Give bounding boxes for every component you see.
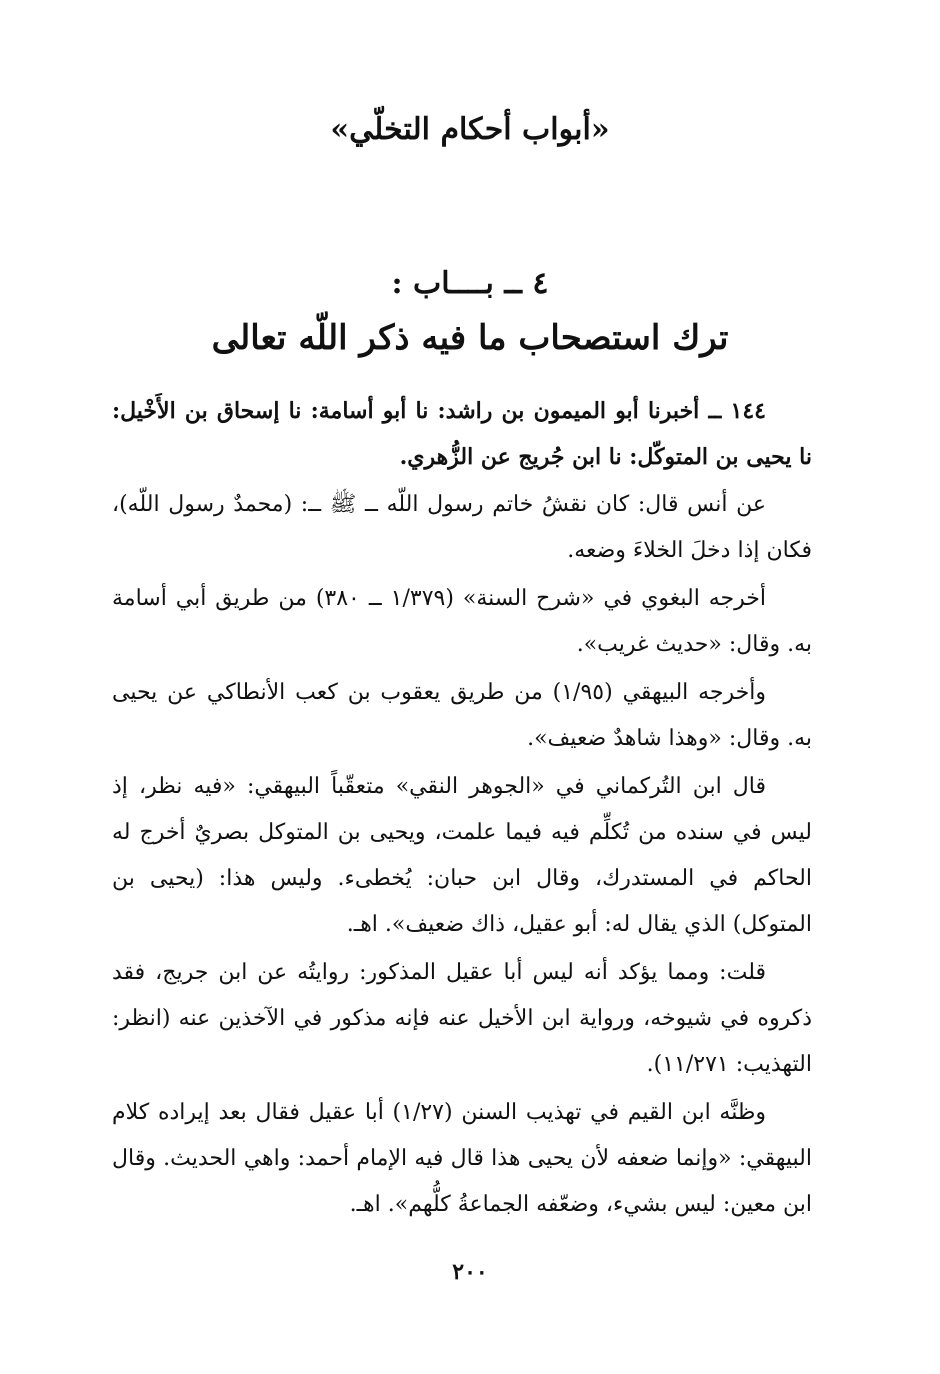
page-number: ٢٠٠ (452, 1259, 488, 1285)
takhrij-bayhaqi-paragraph: وأخرجه البيهقي (١/٩٥) من طريق يعقوب بن كعب الأنطاكي عن يحيى به. وقال: «وهذا شاهدٌ ضعيف». (112, 680, 812, 751)
chapter-number: ٤ ــ بــــاب : (391, 266, 549, 301)
running-header: «أبواب أحكام التخلّي» (330, 112, 610, 147)
chapter-heading (0, 262, 940, 366)
ibn-qayyim-paragraph: وظنَّه ابن القيم في تهذيب السنن (١/٢٧) أبا عقيل فقال بعد إيراده كلام البيهقي: «وإنما ضعفه لأن يحيى هذا قال فيه الإمام أحمد: واهي الحديث. وقال ابن معين: ليس بشيء، وضعّفه الجماعةُ كلُّهم». اهـ. (112, 1100, 812, 1217)
hadith-matn-paragraph: عن أنس قال: كان نقشُ خاتم رسول اللّه ــ ﷺ ــ: (محمدٌ رسول اللّه)، فكان إذا دخلَ الخلاءَ وضعه. (112, 492, 812, 563)
author-note-paragraph: قلت: ومما يؤكد أنه ليس أبا عقيل المذكور: روايتُه عن ابن جريج، فقد ذكروه في شيوخه، ورواية ابن الأخيل عنه فإنه مذكور في الآخذين عنه (انظر: التهذيب: ١١/٢٧١). (112, 960, 812, 1077)
hadith-isnad-paragraph: ١٤٤ ــ أخبرنا أبو الميمون بن راشد: نا أبو أسامة: نا إسحاق بن الأَخْيل: نا يحيى بن المتوكّل: نا ابن جُريج عن الزُّهري. (112, 398, 812, 470)
turkmani-commentary-paragraph: قال ابن التُركماني في «الجوهر النقي» متعقّباً البيهقي: «فيه نظر، إذ ليس في سنده من تُكلِّم فيه فيما علمت، ويحيى بن المتوكل بصريٌ أخرج له الحاكم في المستدرك، وقال ابن حبان: يُخطىء. وليس هذا: (يحيى بن المتوكل) الذي يقال له: أبو عقيل، ذاك ضعيف». اهـ. (112, 774, 812, 937)
chapter-title: ترك استصحاب ما فيه ذكر اللّه تعالى (211, 318, 729, 358)
takhrij-baghawi-paragraph: أخرجه البغوي في «شرح السنة» (١/٣٧٩ ــ ٣٨٠) من طريق أبي أسامة به. وقال: «حديث غريب». (112, 586, 812, 657)
body-text (112, 388, 812, 1230)
